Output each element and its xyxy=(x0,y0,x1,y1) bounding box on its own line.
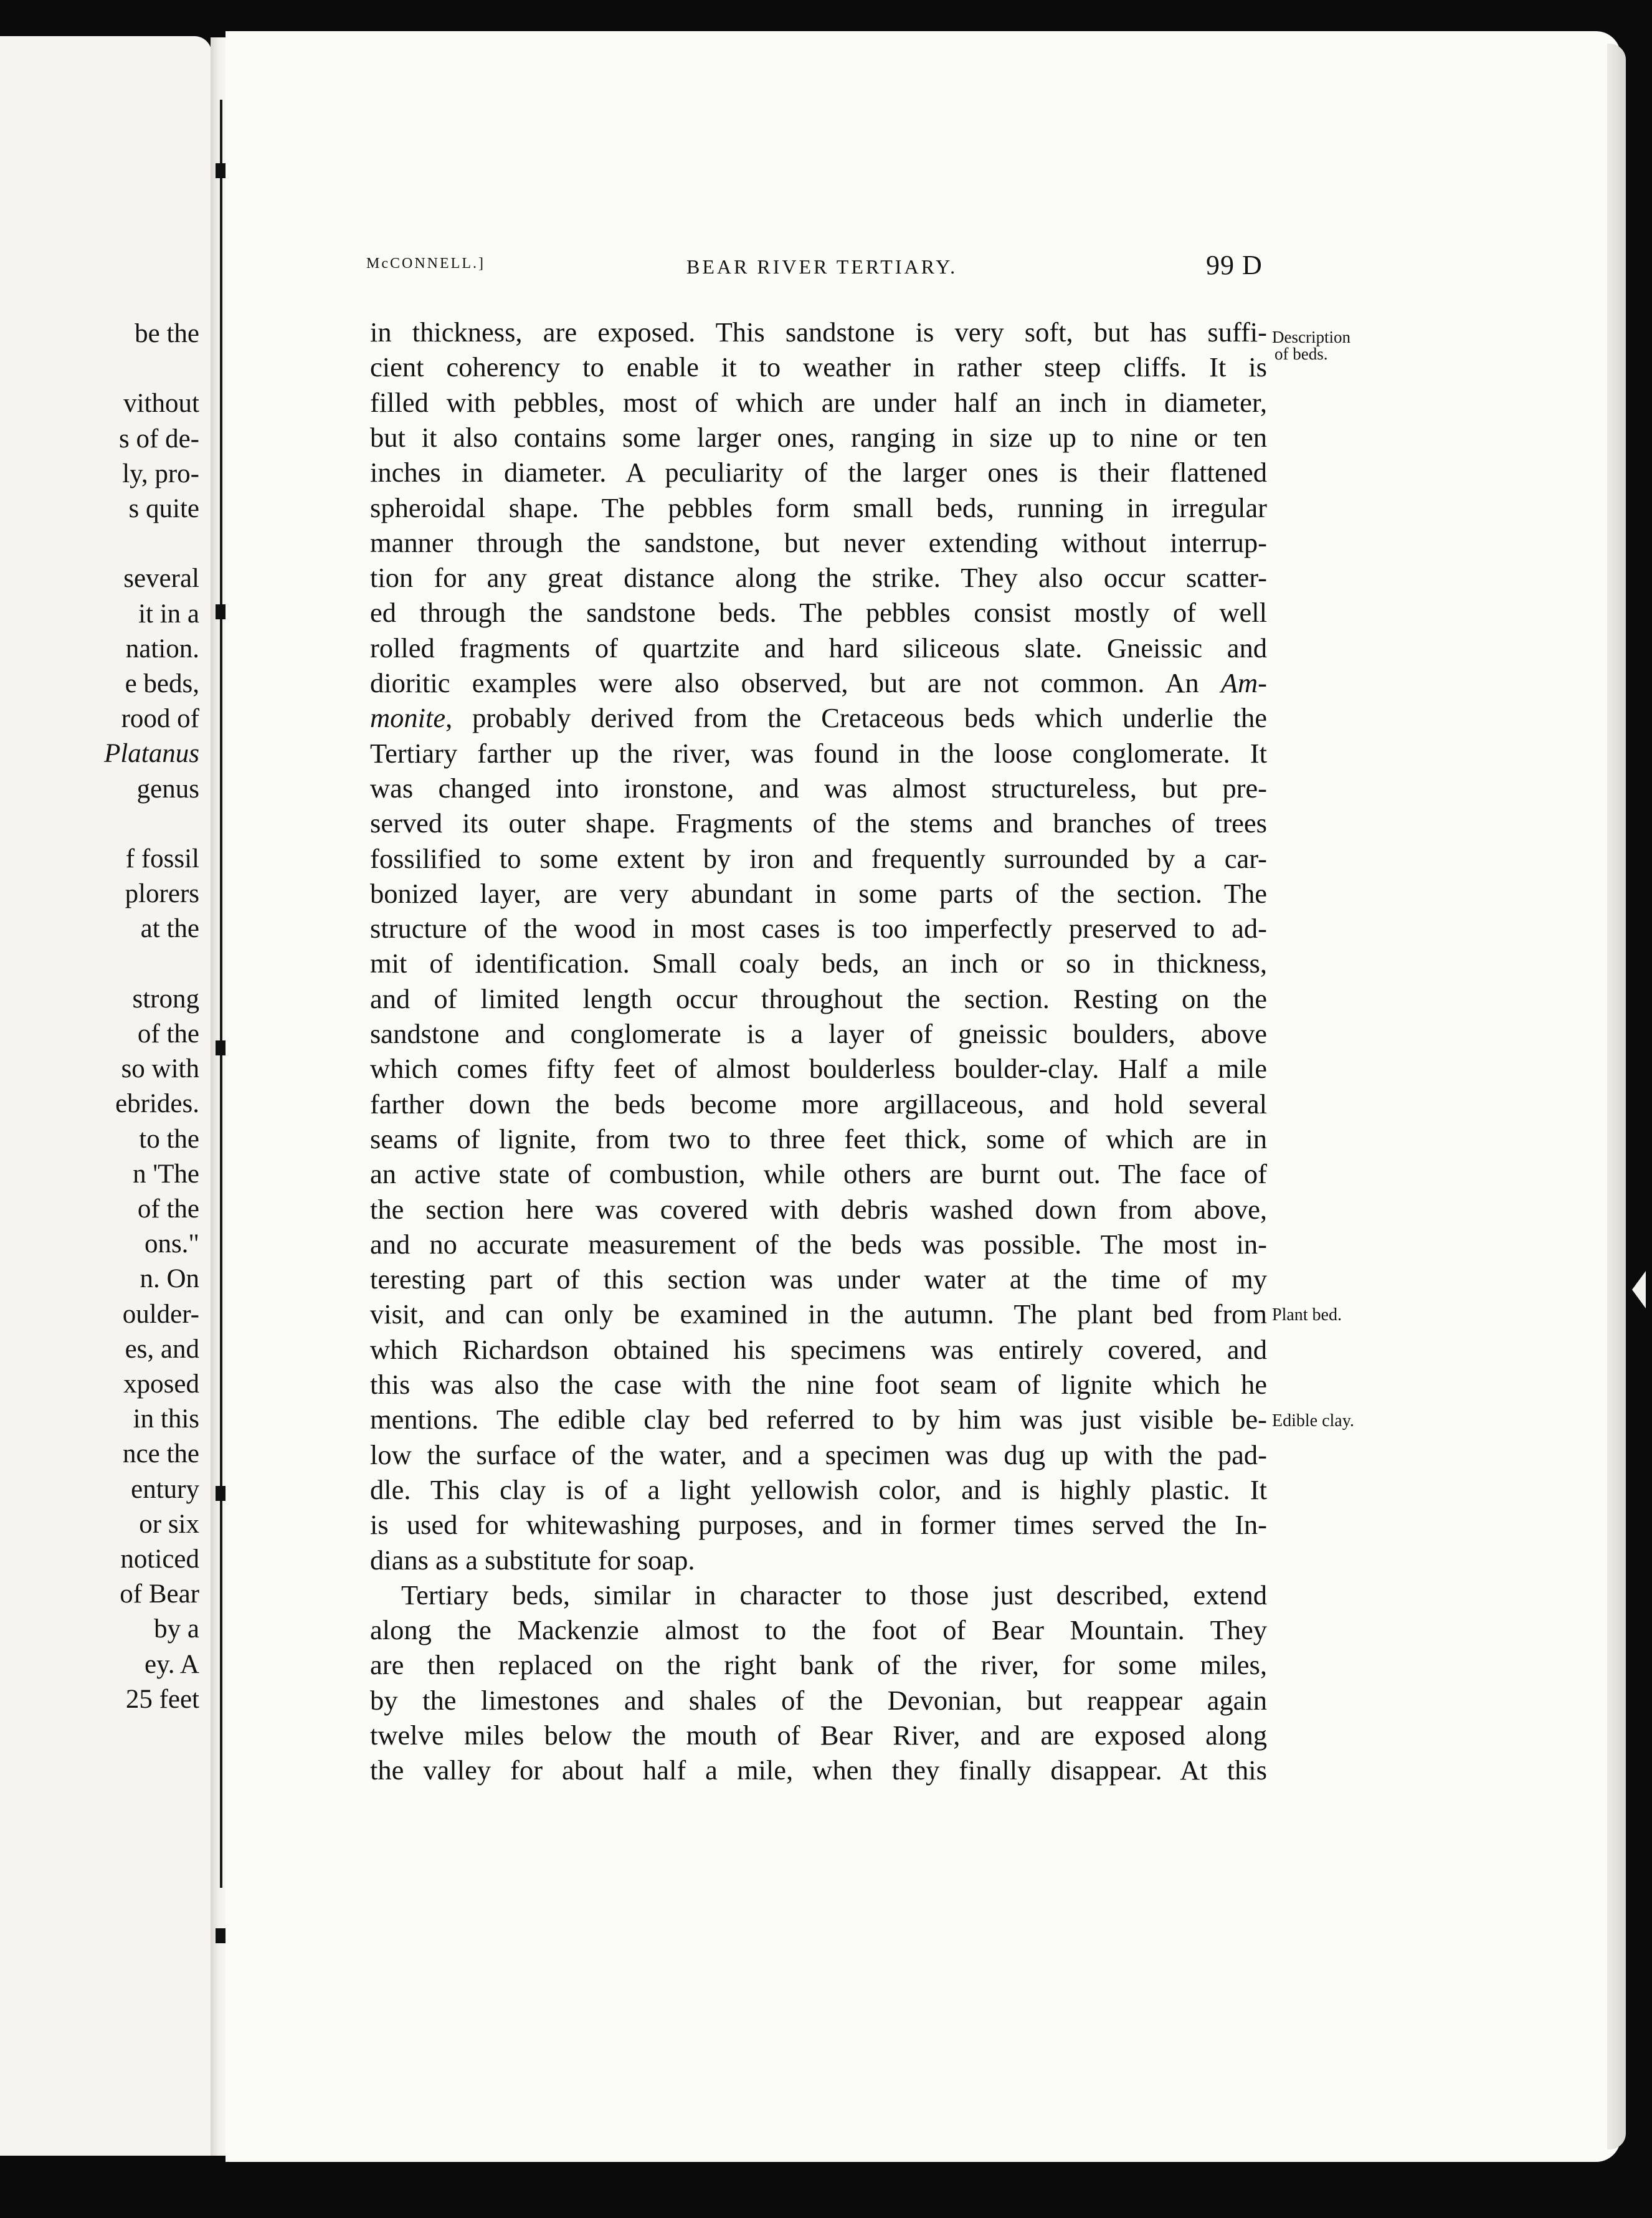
body-line: is used for whitewashing purposes, and in former times served the In- xyxy=(370,1509,1267,1541)
body-line: and no accurate measurement of the beds was possible. The most in- xyxy=(370,1228,1267,1260)
body-line: dioritic examples were also observed, but are not common. An Am- xyxy=(370,667,1267,698)
body-line: along the Mackenzie almost to the foot of Bear Mountain. They xyxy=(370,1614,1267,1646)
facing-page-line: to the xyxy=(139,1124,199,1154)
facing-page-line: of the xyxy=(137,1194,199,1224)
body-line: fossilified to some extent by iron and frequently surrounded by a car- xyxy=(370,842,1267,874)
facing-page-line: plorers xyxy=(125,879,199,909)
body-line: Tertiary beds, similar in character to those just described, extend xyxy=(401,1579,1267,1611)
margin-note-edible-clay: Edible clay. xyxy=(1272,1411,1354,1430)
body-line: cient coherency to enable it to weather in rather steep cliffs. It is xyxy=(370,351,1267,383)
body-line: structure of the wood in most cases is too imperfectly preserved to ad- xyxy=(370,913,1267,945)
body-line: low the surface of the water, and a specimen was dug up with the pad- xyxy=(370,1439,1267,1470)
body-line: ed through the sandstone beds. The pebbles consist mostly of well xyxy=(370,597,1267,629)
margin-note-description-cont: of beds. xyxy=(1275,345,1328,363)
facing-page-line: genus xyxy=(136,774,199,804)
body-line: manner through the sandstone, but never extending without interrup- xyxy=(370,526,1267,558)
facing-page-line: ons." xyxy=(144,1229,199,1259)
body-line: visit, and can only be examined in the autumn. The plant bed from xyxy=(370,1298,1267,1330)
body-line: seams of lignite, from two to three feet thick, some of which are in xyxy=(370,1123,1267,1154)
page-edge xyxy=(1607,44,1626,2149)
facing-page-line: entury xyxy=(131,1474,199,1504)
facing-page-line: ey. A xyxy=(145,1649,199,1679)
facing-page-line: xposed xyxy=(123,1369,199,1399)
facing-page-line: oulder- xyxy=(122,1299,199,1329)
body-line: which Richardson obtained his specimens was entirely covered, and xyxy=(370,1333,1267,1365)
body-line: which comes fifty feet of almost boulderless boulder-clay. Half a mile xyxy=(370,1053,1267,1085)
facing-page-line: at the xyxy=(140,914,199,944)
facing-page-line: ly, pro- xyxy=(122,459,199,488)
body-line: the section here was covered with debris washed down from above, xyxy=(370,1193,1267,1225)
body-line: inches in diameter. A peculiarity of the larger ones is their flattened xyxy=(370,457,1267,488)
facing-page-line: noticed xyxy=(120,1545,199,1574)
body-line: this was also the case with the nine foot seam of lignite which he xyxy=(370,1369,1267,1400)
facing-page-line: nce the xyxy=(123,1439,199,1469)
binding-thread xyxy=(220,100,222,1888)
facing-page-line: ebrides. xyxy=(115,1089,199,1119)
running-head-title: BEAR RIVER TERTIARY. xyxy=(686,255,958,278)
margin-note-plant-bed: Plant bed. xyxy=(1272,1305,1342,1325)
body-line: monite, probably derived from the Cretaceous beds which underlie the xyxy=(370,702,1267,734)
facing-page-line: of the xyxy=(137,1019,199,1049)
body-line: bonized layer, are very abundant in some parts of the section. The xyxy=(370,877,1267,909)
page-number: 99 D xyxy=(1206,250,1263,280)
body-line: spheroidal shape. The pebbles form small beds, running in irregular xyxy=(370,492,1267,523)
body-line: mit of identification. Small coaly beds, an inch or so in thickness, xyxy=(370,948,1267,979)
facing-page-line: or six xyxy=(139,1509,199,1539)
page-edge-tab xyxy=(1632,1271,1646,1308)
running-head-author: McCONNELL.] xyxy=(366,255,485,272)
facing-page-line: f fossil xyxy=(125,844,199,873)
facing-page-line: so with xyxy=(121,1054,199,1084)
facing-page-line: be the xyxy=(135,319,199,348)
facing-page-line: it in a xyxy=(138,599,199,629)
body-line: farther down the beds become more argillaceous, and hold several xyxy=(370,1088,1267,1120)
body-line: in thickness, are exposed. This sandstone is very soft, but has suffi- xyxy=(370,317,1267,348)
facing-page-line: s of de- xyxy=(119,424,199,454)
body-line: are then replaced on the right bank of the river, for some miles, xyxy=(370,1649,1267,1681)
facing-page-line: n. On xyxy=(140,1264,199,1294)
margin-note-description: Description xyxy=(1272,328,1351,346)
facing-page-line: nation. xyxy=(125,634,199,664)
body-line: filled with pebbles, most of which are under half an inch in diameter, xyxy=(370,386,1267,418)
body-line: teresting part of this section was under water at the time of my xyxy=(370,1264,1267,1295)
body-line: served its outer shape. Fragments of the stems and branches of trees xyxy=(370,807,1267,839)
body-line: dle. This clay is of a light yellowish color, and is highly plastic. It xyxy=(370,1473,1267,1505)
body-line: and of limited length occur throughout the section. Resting on the xyxy=(370,983,1267,1014)
body-line: rolled fragments of quartzite and hard siliceous slate. Gneissic and xyxy=(370,632,1267,664)
body-line: Tertiary farther up the river, was found in the loose conglomerate. It xyxy=(370,737,1267,769)
facing-page-line: Platanus xyxy=(104,739,199,769)
facing-page-line: n 'The xyxy=(133,1159,199,1189)
facing-page xyxy=(0,36,212,2156)
facing-page-line: 25 feet xyxy=(125,1684,199,1714)
body-line: was changed into ironstone, and was almost structureless, but pre- xyxy=(370,772,1267,804)
body-line: by the limestones and shales of the Devonian, but reappear again xyxy=(370,1684,1267,1716)
body-line: twelve miles below the mouth of Bear River, and are exposed along xyxy=(370,1720,1267,1751)
facing-page-line: rood of xyxy=(121,704,199,734)
facing-page-line: by a xyxy=(154,1614,199,1644)
body-line: but it also contains some larger ones, ranging in size up to nine or ten xyxy=(370,421,1267,453)
facing-page-line: vithout xyxy=(123,389,199,419)
facing-page-line: e beds, xyxy=(125,669,199,698)
body-line: tion for any great distance along the strike. They also occur scatter- xyxy=(370,562,1267,594)
facing-page-line: in this xyxy=(133,1404,199,1434)
body-line: sandstone and conglomerate is a layer of gneissic boulders, above xyxy=(370,1018,1267,1049)
body-line: the valley for about half a mile, when they finally disappear. At this xyxy=(370,1754,1267,1786)
facing-page-line: strong xyxy=(132,984,199,1014)
facing-page-line: several xyxy=(123,564,199,594)
facing-page-line: of Bear xyxy=(120,1579,199,1609)
body-line: dians as a substitute for soap. xyxy=(370,1544,695,1576)
body-line: an active state of combustion, while others are burnt out. The face of xyxy=(370,1158,1267,1190)
facing-page-line: es, and xyxy=(125,1334,199,1364)
body-line: mentions. The edible clay bed referred to by him was just visible be- xyxy=(370,1404,1267,1435)
facing-page-line: s quite xyxy=(128,494,199,523)
